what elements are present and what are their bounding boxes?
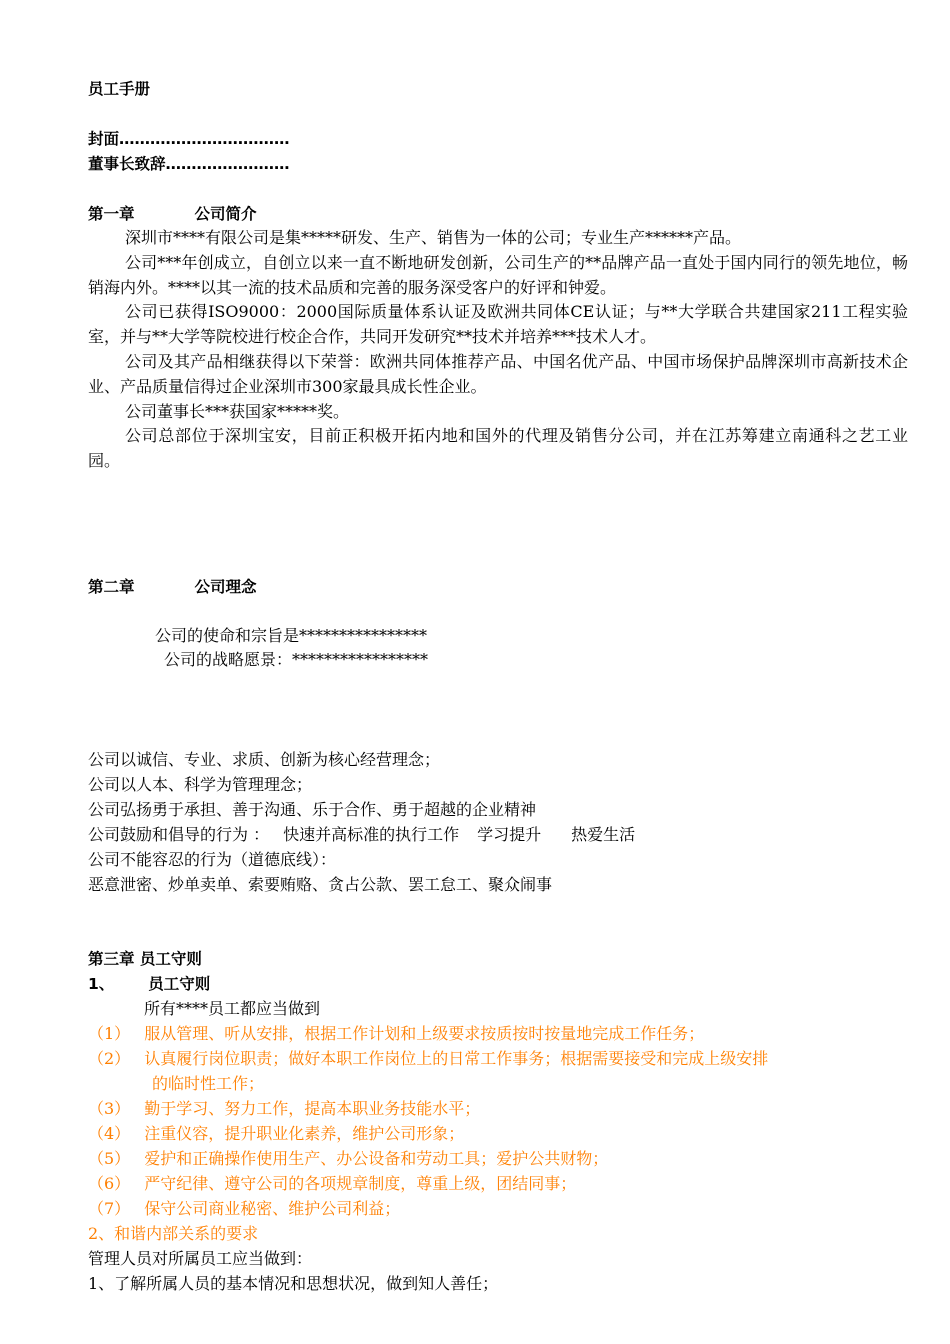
chapter1-paragraph: 公司董事长***获国家*****奖。: [125, 401, 350, 421]
intolerable-label: 公司不能容忍的行为（道德底线）：: [88, 850, 337, 869]
section1-number: 1、: [88, 975, 115, 993]
intolerable-items: 恶意泄密、炒单卖单、索要贿赂、贪占公款、罢工怠工、聚众闹事: [88, 875, 553, 894]
encouraged-item: 学习提升: [477, 825, 542, 844]
document-title: 员工手册: [88, 80, 151, 98]
rule-number: （5）: [88, 1149, 131, 1168]
encouraged-item: 快速并高标准的执行工作: [283, 825, 460, 844]
rule-number: （2）: [88, 1049, 131, 1068]
rule-item: [88, 1097, 480, 1121]
chapter1-paragraph: 公司***年创成立，自创立以来一直不断地研发创新，公司生产的**品牌产品一直处于国内同行的领先地位，畅销海内外。****以其一流的技术品质和完善的服务深受客户的好评和钟爱。: [88, 252, 908, 297]
value-item: 公司以人本、科学为管理理念；: [88, 775, 313, 794]
rule-item: [88, 1172, 576, 1196]
rule-text: 注重仪容，提升职业化素养，维护公司形象；: [144, 1124, 465, 1143]
chapter1-paragraph: 公司已获得ISO9000：2000国际质量体系认证及欧洲共同体CE认证；与**大学联合共建国家211工程实验室，并与**大学等院校进行校企合作，共同开发研究**技术并培养***技术人才。: [88, 302, 908, 347]
rule-item: [88, 1197, 400, 1221]
chapter1-body: [88, 226, 908, 474]
rule-text: 保守公司商业秘密、维护公司利益；: [144, 1199, 401, 1218]
rule-number: （1）: [88, 1024, 131, 1043]
mission-statement: 公司的使命和宗旨是****************: [155, 626, 428, 645]
toc-cover[interactable]: 封面……………………………: [88, 130, 290, 148]
manager-item: 1、了解所属人员的基本情况和思想状况，做到知人善任；: [88, 1274, 499, 1293]
rule-text: 认真履行岗位职责；做好本职工作岗位上的日常工作事务；根据需要接受和完成上级安排: [144, 1049, 769, 1068]
section1-heading: [88, 972, 210, 996]
rule-text-continued: 的临时性工作；: [152, 1074, 265, 1093]
rule-number: （7）: [88, 1199, 131, 1218]
encouraged-item: 热爱生活: [571, 825, 636, 844]
section2-heading: 2、和谐内部关系的要求: [88, 1224, 259, 1243]
chapter1-number: 第一章: [88, 205, 135, 223]
value-item: 公司以诚信、专业、求质、创新为核心经营理念；: [88, 750, 441, 769]
rule-number: （3）: [88, 1099, 131, 1118]
chapter2-heading: [88, 575, 257, 599]
rule-text: 服从管理、听从安排，根据工作计划和上级要求按质按时按量地完成工作任务；: [144, 1024, 705, 1043]
rule-item: [88, 1147, 608, 1171]
toc-chairman[interactable]: 董事长致辞……………………: [88, 155, 290, 173]
section1-title: 员工守则: [148, 975, 211, 993]
vision-statement: 公司的战略愿景：*****************: [164, 650, 429, 669]
rule-item: [88, 1122, 464, 1146]
rules-intro: 所有****员工都应当做到: [144, 999, 321, 1018]
managers-intro: 管理人员对所属员工应当做到：: [88, 1249, 313, 1268]
chapter1-heading: [88, 202, 257, 226]
chapter3-heading: 第三章 员工守则: [88, 950, 202, 968]
chapter2-number: 第二章: [88, 578, 135, 596]
chapter1-paragraph: 深圳市****有限公司是集*****研发、生产、销售为一体的公司；专业生产******产品。: [125, 228, 742, 247]
chapter1-paragraph: 公司及其产品相继获得以下荣誉：欧洲共同体推荐产品、中国名优产品、中国市场保护品牌深圳市高新技术企业、产品质量信得过企业深圳市300家最具成长性企业。: [88, 351, 908, 396]
chapter1-paragraph: 公司总部位于深圳宝安，目前正积极开拓内地和国外的代理及销售分公司，并在江苏筹建立南通科之艺工业园。: [88, 426, 908, 471]
encouraged-label: 公司鼓励和倡导的行为 ：: [88, 825, 270, 844]
rule-item: [88, 1047, 768, 1071]
rule-item: [88, 1022, 704, 1046]
chapter2-title: 公司理念: [194, 578, 257, 596]
rule-text: 爱护和正确操作使用生产、办公设备和劳动工具；爱护公共财物；: [144, 1149, 609, 1168]
value-item: 公司弘扬勇于承担、善于沟通、乐于合作、勇于超越的企业精神: [88, 800, 537, 819]
rule-text: 严守纪律、遵守公司的各项规章制度，尊重上级，团结同事；: [144, 1174, 577, 1193]
rule-text: 勤于学习、努力工作，提高本职业务技能水平；: [144, 1099, 481, 1118]
rule-number: （6）: [88, 1174, 131, 1193]
chapter1-title: 公司简介: [194, 205, 257, 223]
rule-number: （4）: [88, 1124, 131, 1143]
encouraged-behaviors: [88, 823, 635, 847]
